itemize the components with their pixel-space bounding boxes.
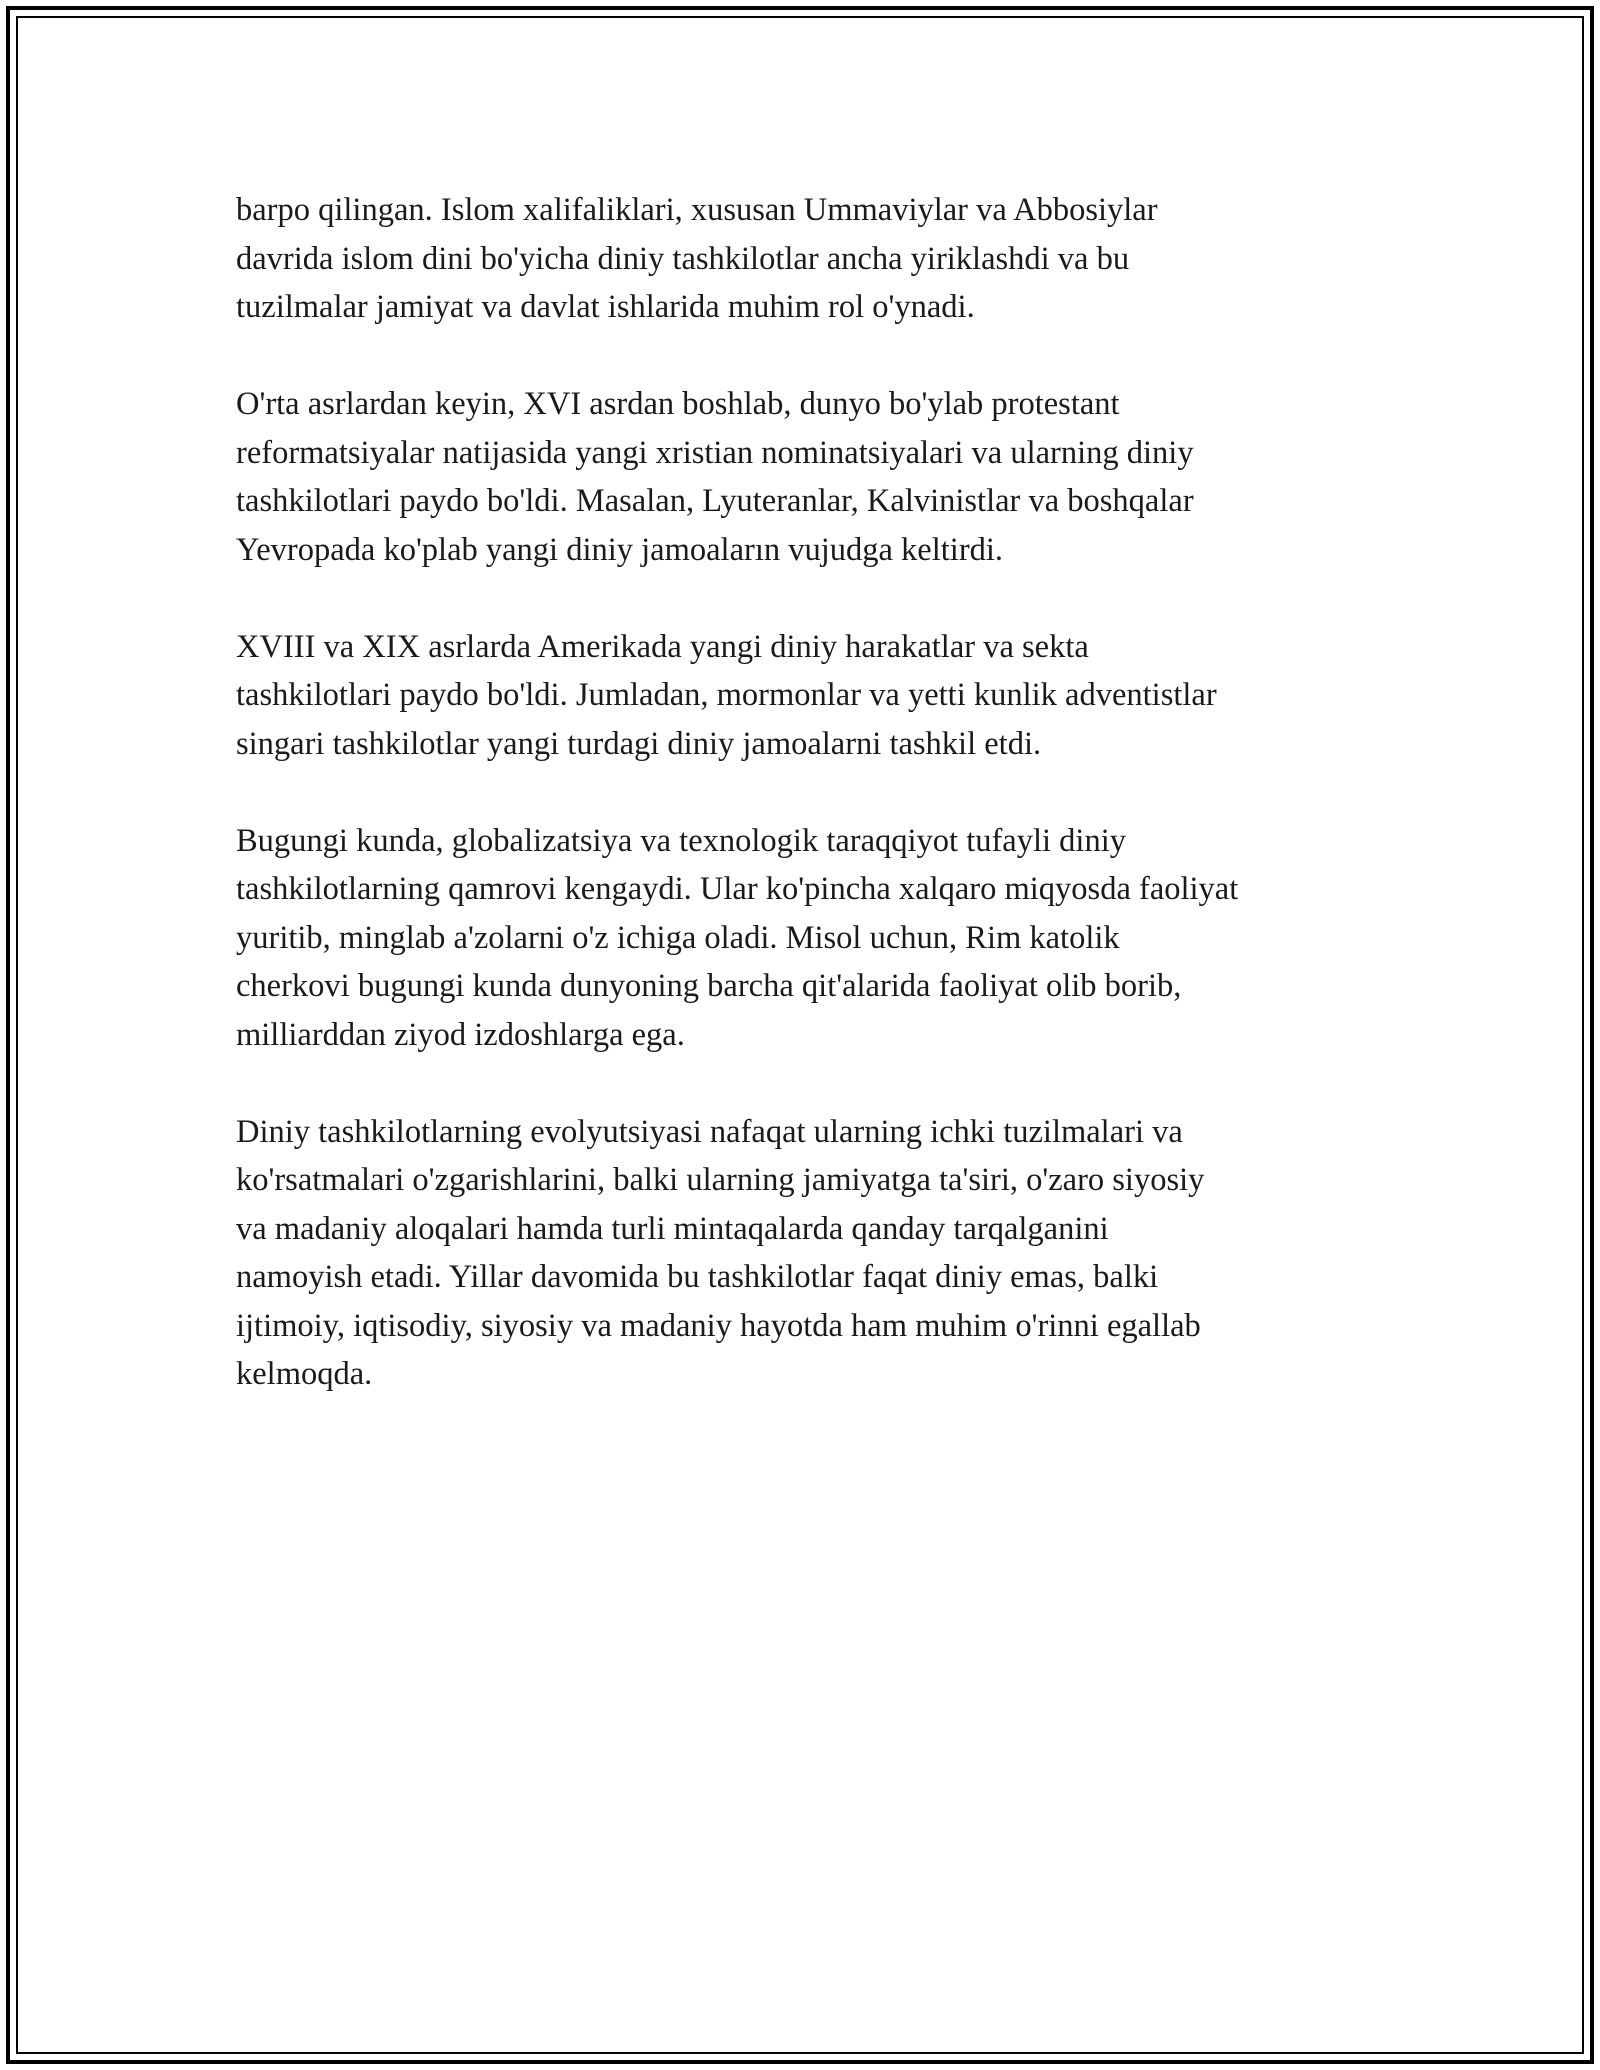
document-body xyxy=(236,186,1386,1447)
paragraph: Diniy tashkilotlarning evolyutsiyasi nafaqat ularning ichki tuzilmalari va ko'rsatmalari o'zgarishlarini, balki ularning jamiyatga ta'siri, o'zaro siyosiy va madaniy aloqalari hamda turli mintaqalarda qanday tarqalganini namoyish etadi. Yillar davomida bu tashkilotlar faqat diniy emas, balki ijtimoiy, iqtisodiy, siyosiy va madaniy hayotda ham muhim o'rinni egallab kelmoqda. xyxy=(236,1113,1205,1392)
paragraph: Bugungi kunda, globalizatsiya va texnologik taraqqiyot tufayli diniy tashkilotlarning qamrovi kengaydi. Ular ko'pincha xalqaro miqyosda faoliyat yuritib, minglab a'zolarni o'z ichiga oladi. Misol uchun, Rim katolik cherkovi bugungi kunda dunyoning barcha qit'alarida faoliyat olib borib, milliarddan ziyod izdoshlarga ega. xyxy=(236,822,1239,1053)
paragraph: barpo qilingan. Islom xalifaliklari, xususan Ummaviylar va Abbosiylar davrida islom dini bo'yicha diniy tashkilotlar ancha yiriklashdi va bu tuzilmalar jamiyat va davlat ishlarida muhim rol o'ynadi. xyxy=(236,192,1158,325)
paragraph: O'rta asrlardan keyin, XVI asrdan boshlab, dunyo bo'ylab protestant reformatsiyalar natijasida yangi xristian nominatsiyalari va ularning diniy tashkilotlari paydo bo'ldi. Masalan, Lyuteranlar, Kalvinistlar va boshqalar Yevropada ko'plab yangi diniy jamoaların vujudga keltirdi. xyxy=(236,386,1194,568)
paragraph: XVIII va XIX asrlarda Amerikada yangi diniy harakatlar va sekta tashkilotlari paydo bo'ldi. Jumladan, mormonlar va yetti kunlik adventistlar singari tashkilotlar yangi turdagi diniy jamoalarni tashkil etdi. xyxy=(236,628,1217,762)
